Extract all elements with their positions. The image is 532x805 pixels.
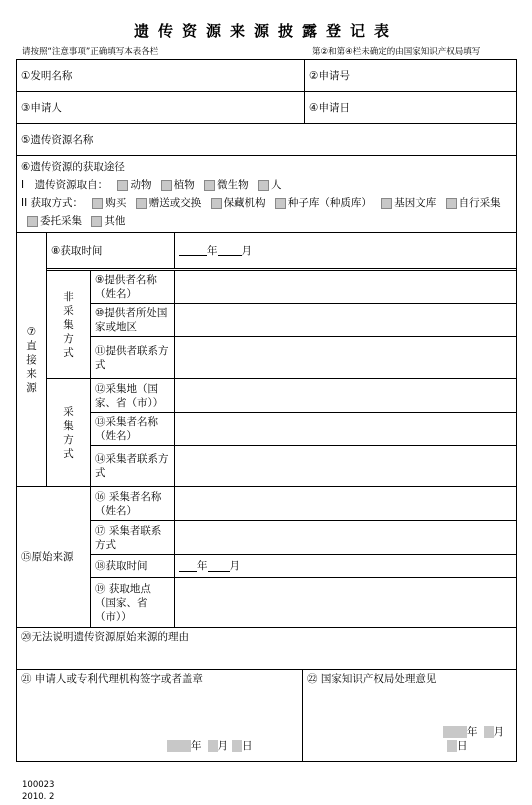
application-number-label: ②申请号 bbox=[309, 69, 350, 82]
office-opinion-field[interactable] bbox=[303, 670, 517, 762]
orig-year-unit: 年 bbox=[197, 560, 208, 572]
acquisition-method-label: II 获取方式： bbox=[21, 197, 84, 209]
orig-collector-name-label: ⑯ 采集者名称（姓名） bbox=[95, 490, 162, 517]
office-year-blank[interactable] bbox=[443, 726, 467, 738]
option-gift-exchange: 赠送或交换 bbox=[148, 197, 202, 209]
collect-site-label-cell bbox=[91, 379, 175, 413]
orig-acquire-time-label: ⑱获取时间 bbox=[95, 560, 148, 572]
orig-collector-contact-label: ⑰ 采集者联系方式 bbox=[95, 524, 162, 551]
resource-name-label: ⑤遗传资源名称 bbox=[21, 133, 94, 146]
filing-date-field[interactable] bbox=[305, 92, 517, 124]
option-entrusted-collect: 委托采集 bbox=[40, 215, 82, 227]
orig-month-unit: 月 bbox=[229, 560, 240, 572]
instruction-note: 请按照“注意事项”正确填写本表各栏 bbox=[22, 47, 159, 57]
office-day-unit: 日 bbox=[457, 740, 468, 752]
collect-label-cell bbox=[47, 379, 91, 487]
sign-day-unit: 日 bbox=[242, 740, 253, 752]
acquire-time-label: ⑧获取时间 bbox=[51, 244, 103, 257]
provider-name-field[interactable] bbox=[175, 271, 517, 304]
applicant-signature-field[interactable] bbox=[17, 670, 303, 762]
option-depository: 保藏机构 bbox=[223, 197, 266, 209]
month-unit: 月 bbox=[241, 244, 252, 257]
acquire-time-field[interactable] bbox=[175, 233, 517, 269]
orig-year-blank[interactable] bbox=[179, 561, 197, 572]
option-microbe: 微生物 bbox=[217, 179, 249, 191]
acquisition-method-row bbox=[21, 194, 512, 230]
form-code: 100023 bbox=[22, 780, 55, 790]
option-human: 人 bbox=[270, 179, 282, 191]
option-seed-bank: 种子库（种质库） bbox=[287, 197, 372, 209]
filing-date-label: ④申请日 bbox=[309, 101, 350, 114]
checkbox-entrusted-collect[interactable] bbox=[27, 216, 38, 227]
resource-origin-row bbox=[21, 176, 512, 194]
option-self-collect: 自行采集 bbox=[458, 197, 501, 209]
collector-contact-field[interactable] bbox=[175, 446, 517, 487]
original-source-label: ⑮原始来源 bbox=[21, 551, 74, 563]
orig-collector-name-field[interactable] bbox=[175, 487, 517, 521]
acquisition-route-section bbox=[17, 156, 517, 233]
applicant-signature-label: ㉑ 申请人或专利代理机构签字或者盖章 bbox=[21, 673, 203, 685]
collect-site-label: ⑫采集地（国家、省（市）） bbox=[95, 382, 164, 409]
collect-site-field[interactable] bbox=[175, 379, 517, 413]
orig-collector-contact-label-cell bbox=[91, 521, 175, 555]
checkbox-microbe[interactable] bbox=[204, 180, 215, 191]
original-source-label-cell bbox=[17, 487, 91, 628]
sign-year-unit: 年 bbox=[191, 740, 202, 752]
non-collect-label: 非采集方式 bbox=[63, 290, 74, 359]
disclosure-form-table bbox=[16, 59, 517, 762]
invention-title-label: ①发明名称 bbox=[21, 69, 73, 82]
no-origin-reason-field[interactable] bbox=[17, 628, 517, 670]
office-year-unit: 年 bbox=[467, 726, 478, 738]
year-unit: 年 bbox=[207, 244, 218, 257]
checkbox-other[interactable] bbox=[91, 216, 102, 227]
checkbox-animal[interactable] bbox=[117, 180, 128, 191]
provider-country-label-cell bbox=[91, 304, 175, 337]
option-purchase: 购买 bbox=[105, 197, 127, 209]
provider-contact-label-cell bbox=[91, 337, 175, 379]
option-gene-library: 基因文库 bbox=[394, 197, 437, 209]
collector-name-field[interactable] bbox=[175, 413, 517, 446]
office-sign-date bbox=[443, 725, 516, 753]
checkbox-self-collect[interactable] bbox=[446, 198, 457, 209]
provider-contact-field[interactable] bbox=[175, 337, 517, 379]
form-version: 2010. 2 bbox=[22, 792, 55, 802]
option-animal: 动物 bbox=[130, 179, 152, 191]
checkbox-human[interactable] bbox=[258, 180, 269, 191]
resource-name-field[interactable] bbox=[17, 124, 517, 156]
sign-year-blank[interactable] bbox=[167, 740, 191, 752]
orig-collector-contact-field[interactable] bbox=[175, 521, 517, 555]
provider-contact-label: ⑪提供者联系方式 bbox=[95, 344, 169, 371]
acquire-time-label-cell bbox=[47, 233, 175, 269]
provider-name-label-cell bbox=[91, 271, 175, 304]
resource-origin-label: I 遗传资源取自： bbox=[21, 179, 109, 191]
collector-contact-label-cell bbox=[91, 446, 175, 487]
collector-contact-label: ⑭采集者联系方式 bbox=[95, 453, 169, 479]
provider-country-label: ⑩提供者所处国家或地区 bbox=[95, 307, 168, 333]
orig-location-field[interactable] bbox=[175, 578, 517, 628]
orig-location-label: ⑲ 获取地点（国家、省（市）） bbox=[95, 582, 151, 623]
checkbox-gift-exchange[interactable] bbox=[136, 198, 147, 209]
non-collect-label-cell bbox=[47, 271, 91, 379]
option-other: 其他 bbox=[104, 215, 126, 227]
applicant-field[interactable] bbox=[17, 92, 305, 124]
direct-source-label-cell bbox=[17, 233, 47, 487]
orig-acquire-time-label-cell bbox=[91, 555, 175, 578]
office-fill-note: 第②和第④栏未确定的由国家知识产权局填写 bbox=[312, 47, 481, 57]
orig-acquire-time-field[interactable] bbox=[175, 555, 517, 578]
orig-location-label-cell bbox=[91, 578, 175, 628]
orig-month-blank[interactable] bbox=[208, 561, 230, 572]
collector-name-label: ⑬采集者名称（姓名） bbox=[95, 416, 158, 442]
checkbox-seed-bank[interactable] bbox=[275, 198, 286, 209]
checkbox-plant[interactable] bbox=[161, 180, 172, 191]
sign-month-unit: 月 bbox=[217, 740, 228, 752]
collect-label: 采集方式 bbox=[63, 405, 74, 460]
sign-day-blank[interactable] bbox=[232, 740, 242, 752]
invention-title-field[interactable] bbox=[17, 60, 305, 92]
office-day-blank[interactable] bbox=[447, 740, 457, 752]
collector-name-label-cell bbox=[91, 413, 175, 446]
orig-collector-name-label-cell bbox=[91, 487, 175, 521]
provider-country-field[interactable] bbox=[175, 304, 517, 337]
acquisition-route-label: ⑥遗传资源的获取途径 bbox=[21, 161, 125, 173]
office-opinion-label: ㉒ 国家知识产权局处理意见 bbox=[307, 673, 437, 685]
office-month-unit: 月 bbox=[493, 726, 504, 738]
application-number-field[interactable] bbox=[305, 60, 517, 92]
sign-month-blank[interactable] bbox=[208, 740, 218, 752]
year-blank[interactable] bbox=[179, 245, 207, 256]
form-title: 遗传资源来源披露登记表 bbox=[133, 22, 398, 40]
checkbox-gene-library[interactable] bbox=[381, 198, 392, 209]
option-plant: 植物 bbox=[173, 179, 195, 191]
month-blank[interactable] bbox=[218, 245, 242, 256]
checkbox-depository[interactable] bbox=[211, 198, 222, 209]
provider-name-label: ⑨提供者名称（姓名） bbox=[95, 274, 157, 300]
direct-source-label: ⑦直接来源 bbox=[26, 325, 37, 394]
applicant-sign-date bbox=[167, 739, 253, 753]
checkbox-purchase[interactable] bbox=[92, 198, 103, 209]
applicant-label: ③申请人 bbox=[21, 101, 62, 114]
no-origin-reason-label: ⑳无法说明遗传资源原始来源的理由 bbox=[21, 631, 189, 643]
office-month-blank[interactable] bbox=[484, 726, 494, 738]
